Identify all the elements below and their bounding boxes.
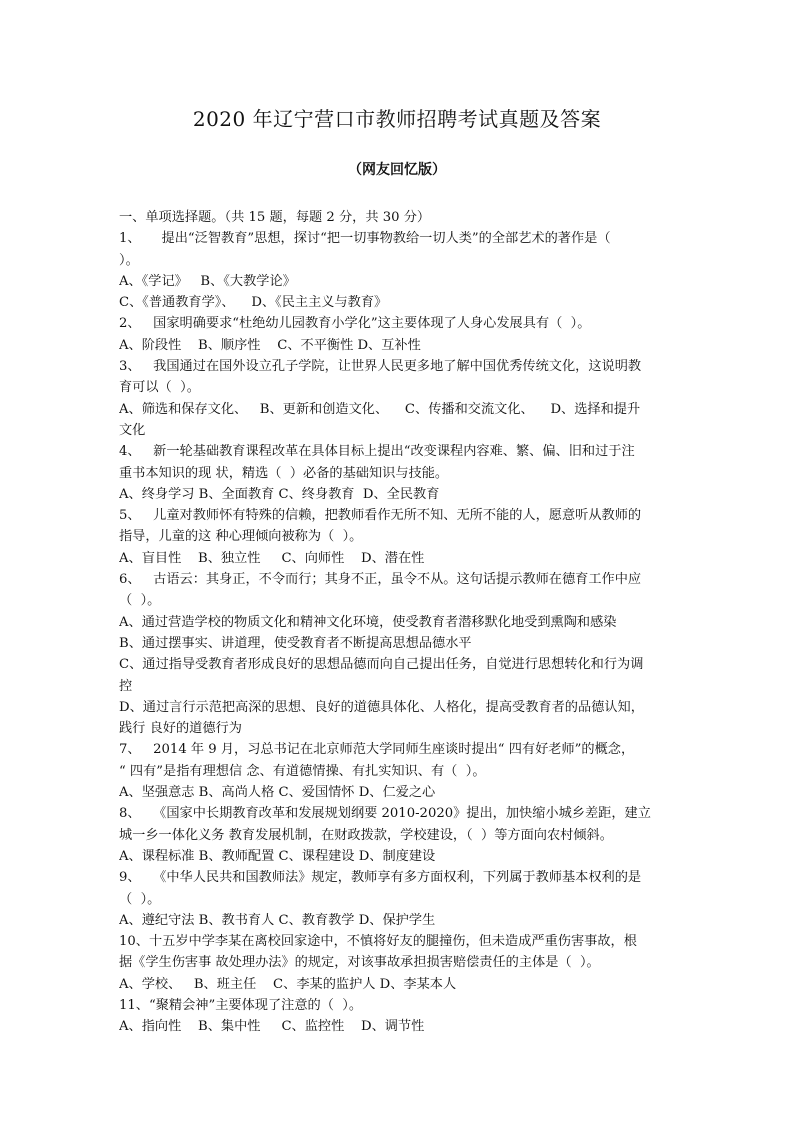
- text-line: A、学校、 B、班主任 C、李某的监护人 D、李某本人: [119, 976, 457, 992]
- text-line: 10、十五岁中学李某在离校回家途中，不慎将好友的腿撞伤，但未造成严重伤害事故，根: [119, 934, 637, 950]
- text-line: 文化: [119, 422, 146, 438]
- text-line: A、坚强意志 B、高尚人格 C、爱国情怀 D、仁爱之心: [119, 785, 436, 801]
- text-line: ）。: [119, 252, 139, 268]
- text-line: A、筛选和保存文化、 B、更新和创造文化、 C、传播和交流文化、 D、选择和提升: [119, 401, 641, 417]
- text-line: 2、 国家明确要求“杜绝幼儿园教育小学化”这主要体现了人身心发展具有（ ）。: [119, 316, 591, 332]
- text-line: A、盲目性 B、独立性 C、向师性 D、潜在性: [119, 550, 425, 566]
- text-line: 5、 儿童对教师怀有特殊的信赖，把教师看作无所不知、无所不能的人，愿意听从教师的: [119, 508, 642, 524]
- text-line: A、阶段性 B、顺序性 C、不平衡性 D、互补性: [119, 337, 421, 353]
- text-line: （ ）。: [119, 593, 161, 609]
- text-line: A、《学记》 B、《大教学论》: [119, 273, 296, 289]
- text-line: B、通过摆事实、讲道理，使受教育者不断提高思想品德水平: [119, 635, 472, 651]
- page-title: 2020 年辽宁营口市教师招聘考试真题及答案: [192, 107, 602, 131]
- text-line: 育可以（ ）。: [119, 380, 200, 396]
- text-line: 指导，儿童的这 种心理倾向被称为（ ）。: [119, 529, 363, 545]
- document-body: [119, 207, 679, 1038]
- text-line: A、遵纪守法 B、教书育人 C、教育教学 D、保护学生: [119, 912, 436, 928]
- text-line: 8、 《国家中长期教育改革和发展规划纲要 2010-2020》提出，加快缩小城乡差距，建立: [119, 806, 651, 822]
- text-line: A、指向性 B、集中性 C、监控性 D、调节性: [119, 1019, 425, 1035]
- text-line: 重书本知识的现 状，精选（ ）必备的基础知识与技能。: [119, 465, 449, 481]
- text-line: 9、 《中华人民共和国教师法》规定，教师享有多方面权利，下列属于教师基本权利的是: [119, 870, 642, 886]
- text-line: 控: [119, 678, 133, 694]
- text-line: 4、 新一轮基础教育课程改革在具体目标上提出“改变课程内容难、繁、偏、旧和过于注: [119, 444, 635, 460]
- text-line: 1、 提出“泛智教育”思想，探讨“把一切事物教给一切人类”的全部艺术的著作是（: [119, 231, 611, 247]
- text-line: “ 四有”是指有理想信 念、有道德情操、有扎实知识、有（ ）。: [119, 763, 486, 779]
- text-line: 践行 良好的道德行为: [119, 721, 242, 737]
- text-line: C、《普通教育学》、 D、《民主主义与教育》: [119, 295, 388, 311]
- text-line: A、通过营造学校的物质文化和精神文化环境，使受教育者潜移默化地受到熏陶和感染: [119, 614, 617, 630]
- text-line: （ ）。: [119, 891, 161, 907]
- text-line: 一、单项选择题。（共 15 题，每题 2 分，共 30 分）: [119, 210, 431, 225]
- text-line: A、课程标准 B、教师配置 C、课程建设 D、制度建设: [119, 848, 436, 864]
- text-line: C、通过指导受教育者形成良好的思想品德而向自己提出任务，自觉进行思想转化和行为调: [119, 657, 644, 673]
- text-line: 11、“聚精会神”主要体现了注意的（ ）。: [119, 997, 363, 1013]
- page-subtitle: （网友回忆版）: [348, 162, 446, 178]
- text-line: 6、 古语云：其身正，不令而行；其身不正，虽令不从。这句话提示教师在德育工作中应: [119, 572, 642, 588]
- text-line: 据《学生伤害事 故处理办法》的规定，对该事故承担损害赔偿责任的主体是（ ）。: [119, 955, 600, 971]
- text-line: A、终身学习 B、全面教育 C、终身教育 D、全民教育: [119, 486, 440, 502]
- text-line: 3、 我国通过在国外设立孔子学院，让世界人民更多地了解中国优秀传统文化，这说明教: [119, 359, 642, 375]
- text-line: 城一乡一体化义务 教育发展机制，在财政拨款，学校建设，（ ）等方面向农村倾斜。: [119, 827, 613, 843]
- text-line: D、通过言行示范把高深的思想、良好的道德具体化、人格化，提高受教育者的品德认知，: [119, 699, 644, 715]
- text-line: 7、 2014 年 9 月，习总书记在北京师范大学同师生座谈时提出“ 四有好老师”的概念，: [119, 742, 635, 758]
